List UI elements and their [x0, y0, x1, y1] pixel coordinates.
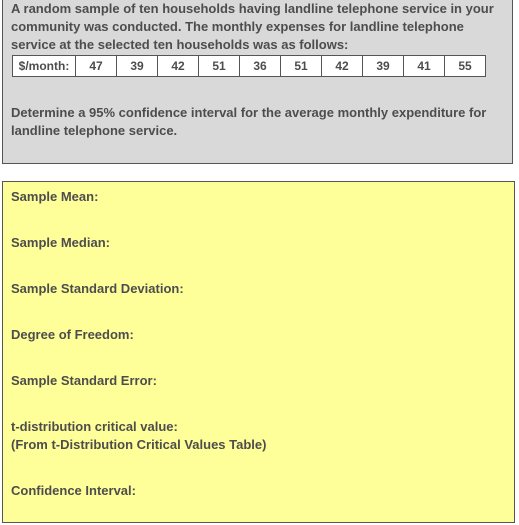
- t-critical-note: (From t-Distribution Critical Values Table): [11, 437, 267, 452]
- table-cell: 39: [117, 56, 158, 77]
- sample-sd-label: Sample Standard Deviation:: [11, 281, 184, 296]
- table-label: $/month:: [13, 56, 76, 77]
- table-cell: 36: [240, 56, 281, 77]
- t-critical-label: t-distribution critical value:: [11, 419, 178, 434]
- sample-se-label: Sample Standard Error:: [11, 373, 157, 388]
- confidence-interval-label: Confidence Interval:: [11, 483, 136, 498]
- sample-median-label: Sample Median:: [11, 235, 110, 250]
- problem-panel: [2, 0, 513, 164]
- problem-text: A random sample of ten households having landline telephone service in your community was conducted. The monthly expenses for landline telephone service at the selected ten households was as follows:: [11, 1, 494, 52]
- data-table: [12, 55, 486, 77]
- sample-mean-label: Sample Mean:: [11, 189, 99, 204]
- table-cell: 55: [445, 56, 486, 77]
- table-cell: 42: [322, 56, 363, 77]
- table-cell: 41: [404, 56, 445, 77]
- table-cell: 39: [363, 56, 404, 77]
- table-cell: 47: [76, 56, 117, 77]
- dof-label: Degree of Freedom:: [11, 327, 134, 342]
- question-text: Determine a 95% confidence interval for the average monthly expenditure for landline telephone service.: [11, 105, 487, 138]
- table-cell: 42: [158, 56, 199, 77]
- table-cell: 51: [199, 56, 240, 77]
- answer-panel: [2, 181, 515, 523]
- table-row: [13, 56, 486, 77]
- table-cell: 51: [281, 56, 322, 77]
